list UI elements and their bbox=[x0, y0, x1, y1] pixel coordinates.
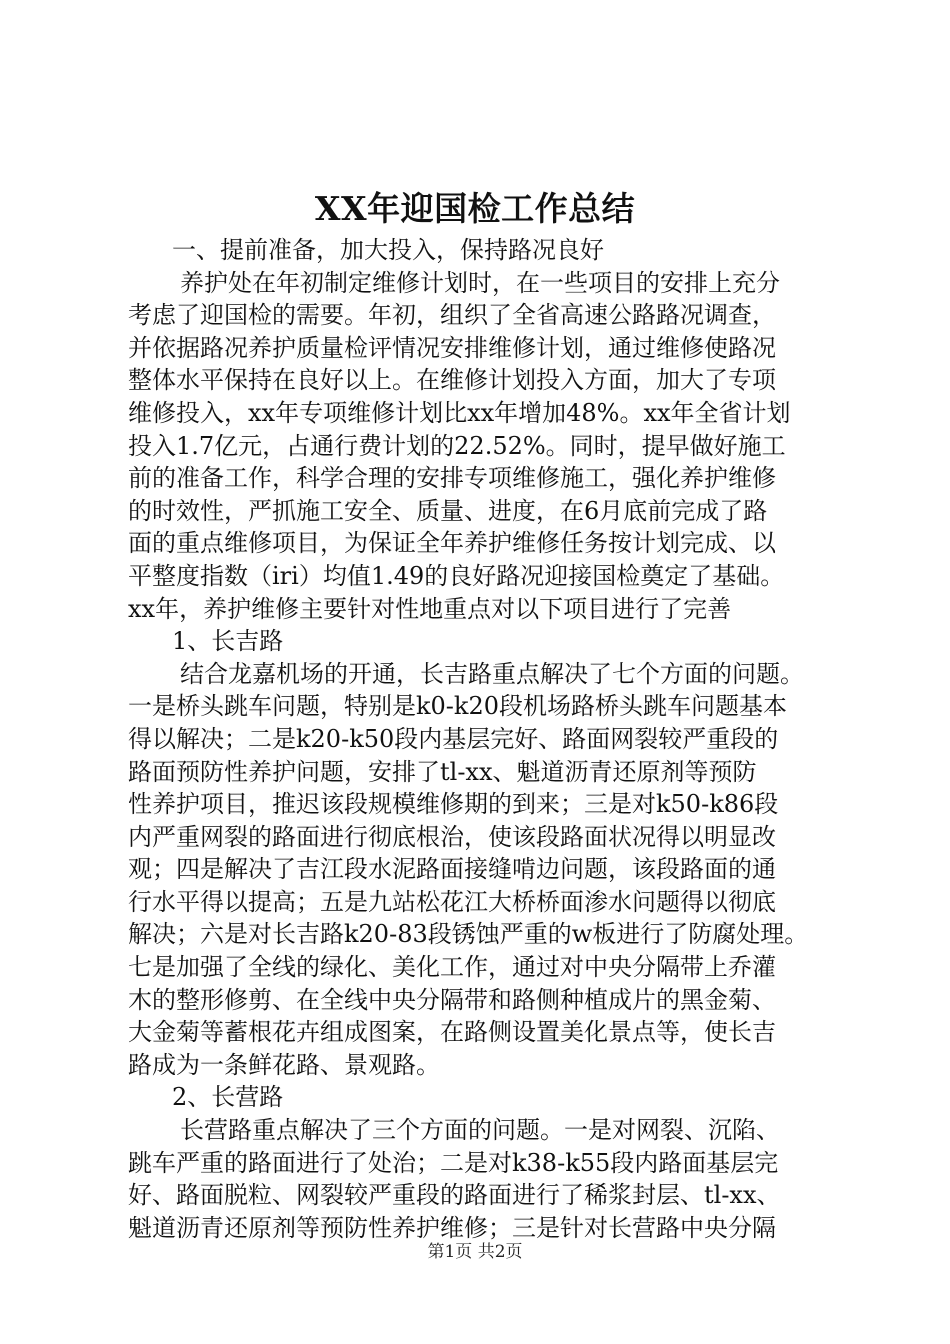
paragraph-line: 七是加强了全线的绿化、美化工作，通过对中央分隔带上乔灌 bbox=[128, 953, 776, 982]
paragraph-line: 养护处在年初制定维修计划时，在一些项目的安排上充分 bbox=[180, 268, 780, 297]
paragraph-line: 魁道沥青还原剂等预防性养护维修；三是针对长营路中央分隔 bbox=[128, 1213, 776, 1242]
paragraph-line: 性养护项目，推迟该段规模维修期的到来；三是对k50-k86段 bbox=[128, 790, 779, 819]
subsection-heading: 1、长吉路 bbox=[172, 627, 284, 656]
paragraph-line: 大金菊等蓄根花卉组成图案，在路侧设置美化景点等，使长吉 bbox=[128, 1018, 776, 1047]
paragraph-line: 考虑了迎国检的需要。年初，组织了全省高速公路路况调查， bbox=[128, 301, 776, 330]
paragraph-line: 平整度指数（iri）均值1.49的良好路况迎接国检奠定了基础。 bbox=[128, 561, 785, 590]
paragraph-line: 维修投入，xx年专项维修计划比xx年增加48%。xx年全省计划 bbox=[128, 398, 791, 427]
paragraph-line: 解决；六是对长吉路k20-83段锈蚀严重的w板进行了防腐处理。 bbox=[128, 920, 809, 949]
paragraph-line: 前的准备工作，科学合理的安排专项维修施工，强化养护维修 bbox=[128, 464, 776, 493]
paragraph-line: 一是桥头跳车问题，特别是k0-k20段机场路桥头跳车问题基本 bbox=[128, 692, 788, 721]
paragraph-line: xx年，养护维修主要针对性地重点对以下项目进行了完善 bbox=[128, 594, 732, 623]
paragraph-line: 投入1.7亿元，占通行费计划的22.52%。同时，提早做好施工 bbox=[128, 431, 786, 460]
paragraph-line: 内严重网裂的路面进行彻底根治，使该段路面状况得以明显改 bbox=[128, 822, 776, 851]
section-heading-1: 一、提前准备，加大投入，保持路况良好 bbox=[172, 236, 604, 264]
document-body bbox=[128, 234, 834, 1244]
paragraph-line: 的时效性，严抓施工安全、质量、进度，在6月底前完成了路 bbox=[128, 496, 768, 525]
paragraph-line: 行水平得以提高；五是九站松花江大桥桥面渗水问题得以彻底 bbox=[128, 887, 776, 916]
paragraph-line: 路面预防性养护问题，安排了tl-xx、魁道沥青还原剂等预防 bbox=[128, 757, 757, 786]
document-title: XX年迎国检工作总结 bbox=[314, 189, 636, 228]
paragraph-line: 跳车严重的路面进行了处治；二是对k38-k55段内路面基层完 bbox=[128, 1148, 779, 1177]
paragraph-line: 观；四是解决了吉江段水泥路面接缝啃边问题，该段路面的通 bbox=[128, 855, 776, 884]
paragraph-line: 结合龙嘉机场的开通，长吉路重点解决了七个方面的问题。 bbox=[180, 659, 804, 688]
paragraph-line: 面的重点维修项目，为保证全年养护维修任务按计划完成、以 bbox=[128, 529, 776, 558]
paragraph-line: 好、路面脱粒、网裂较严重段的路面进行了稀浆封层、tl-xx、 bbox=[128, 1181, 781, 1210]
paragraph-line: 并依据路况养护质量检评情况安排维修计划，通过维修使路况 bbox=[128, 333, 776, 362]
subsection-heading: 2、长营路 bbox=[172, 1083, 284, 1112]
paragraph-line: 得以解决；二是k20-k50段内基层完好、路面网裂较严重段的 bbox=[128, 724, 779, 753]
paragraph-line: 木的整形修剪、在全线中央分隔带和路侧种植成片的黑金菊、 bbox=[128, 985, 776, 1014]
paragraph-line: 整体水平保持在良好以上。在维修计划投入方面，加大了专项 bbox=[128, 366, 776, 395]
paragraph-line: 长营路重点解决了三个方面的问题。一是对网裂、沉陷、 bbox=[180, 1116, 780, 1145]
page-footer: 第1页 共2页 bbox=[427, 1242, 523, 1262]
paragraph-line: 路成为一条鲜花路、景观路。 bbox=[128, 1050, 440, 1079]
